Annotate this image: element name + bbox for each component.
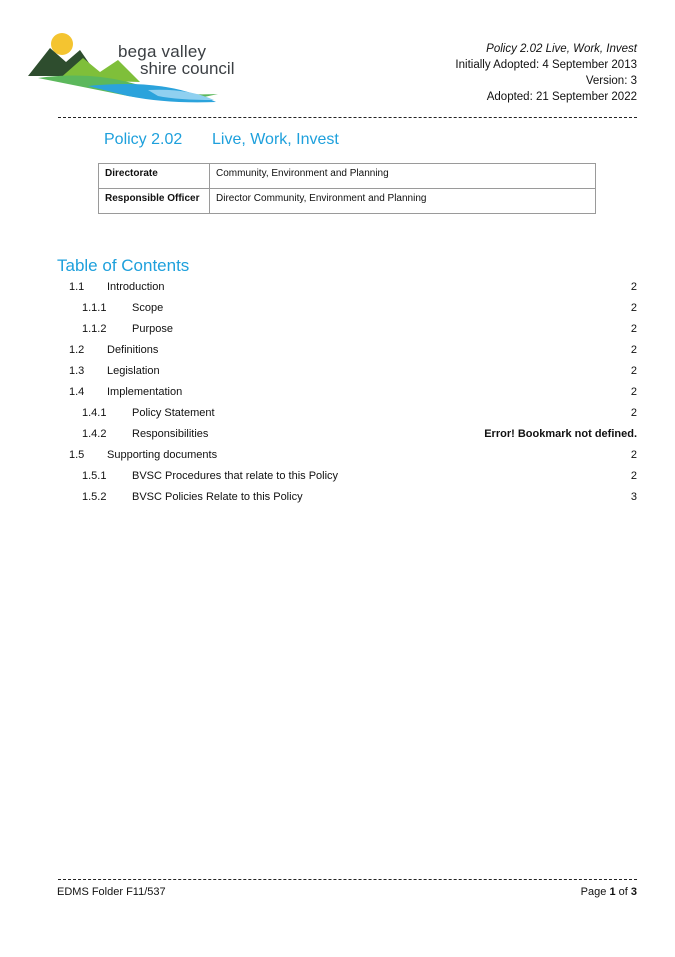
- toc-title: BVSC Procedures that relate to this Policy: [132, 470, 339, 482]
- toc-page: 2: [630, 344, 637, 356]
- policy-meta-table: [98, 163, 596, 214]
- toc-title: Implementation: [107, 386, 183, 398]
- policy-name: Live, Work, Invest: [212, 131, 339, 148]
- page-current: 1: [609, 886, 616, 898]
- edms-folder: EDMS Folder F11/537: [57, 886, 166, 898]
- bega-valley-logo: [28, 30, 248, 110]
- page-number: [581, 886, 637, 898]
- meta-value: Director Community, Environment and Planning: [210, 189, 596, 214]
- toc-page: 3: [630, 491, 637, 503]
- page-label: Page: [580, 886, 607, 898]
- page-of: of: [618, 886, 628, 898]
- toc-page: 2: [630, 281, 637, 293]
- toc-number: 1.5: [69, 449, 85, 461]
- toc-number: 1.5.1: [82, 470, 107, 482]
- toc-entry[interactable]: [69, 469, 637, 490]
- toc-number: 1.1: [69, 281, 85, 293]
- toc-entry[interactable]: [69, 406, 637, 427]
- toc-entry[interactable]: [69, 490, 637, 511]
- header-adopted: Adopted: 21 September 2022: [486, 91, 637, 103]
- toc-title: Introduction: [107, 281, 165, 293]
- meta-value: Community, Environment and Planning: [210, 164, 596, 189]
- toc-title: Responsibilities: [132, 428, 209, 440]
- header-policy-title: Policy 2.02 Live, Work, Invest: [486, 43, 637, 55]
- toc-title: Purpose: [132, 323, 173, 335]
- toc-page: 2: [630, 449, 637, 461]
- toc-number: 1.1.2: [82, 323, 107, 335]
- header-divider: [58, 117, 637, 118]
- toc-title: Scope: [132, 302, 164, 314]
- page-total: 3: [630, 886, 637, 898]
- toc-heading: Table of Contents: [57, 256, 190, 275]
- toc-entry[interactable]: [69, 385, 637, 406]
- toc-number: 1.4.2: [82, 428, 107, 440]
- meta-key: Directorate: [99, 164, 210, 189]
- toc-number: 1.4.1: [82, 407, 107, 419]
- toc-number: 1.5.2: [82, 491, 107, 503]
- footer-divider: [58, 879, 637, 880]
- toc-title: Legislation: [107, 365, 160, 377]
- header-version: Version: 3: [585, 75, 637, 87]
- toc-number: 1.1.1: [82, 302, 107, 314]
- toc-entry[interactable]: [69, 364, 637, 385]
- logo-line-2: shire council: [140, 59, 235, 78]
- toc-page: 2: [630, 407, 637, 419]
- toc-title: Supporting documents: [107, 449, 218, 461]
- toc-entry[interactable]: [69, 343, 637, 364]
- toc-page: 2: [630, 302, 637, 314]
- toc-title: Definitions: [107, 344, 159, 356]
- toc-page-error: Error! Bookmark not defined.: [484, 428, 637, 440]
- toc-entry[interactable]: [69, 322, 637, 343]
- toc-title: BVSC Policies Relate to this Policy: [132, 491, 303, 503]
- toc-entry[interactable]: [69, 448, 637, 469]
- table-of-contents: [69, 280, 637, 511]
- toc-number: 1.4: [69, 386, 85, 398]
- logo-line-1: bega valley: [118, 42, 207, 61]
- toc-page: 2: [630, 323, 637, 335]
- toc-title: Policy Statement: [132, 407, 215, 419]
- table-row: [99, 189, 596, 214]
- toc-page: 2: [630, 386, 637, 398]
- toc-number: 1.3: [69, 365, 85, 377]
- header-initially-adopted: Initially Adopted: 4 September 2013: [455, 59, 637, 71]
- toc-number: 1.2: [69, 344, 85, 356]
- policy-heading: [104, 131, 339, 149]
- toc-page: 2: [630, 470, 637, 482]
- meta-key: Responsible Officer: [99, 189, 210, 214]
- toc-entry[interactable]: [69, 427, 637, 448]
- policy-number: Policy 2.02: [104, 131, 183, 148]
- toc-entry[interactable]: [69, 301, 637, 322]
- toc-entry[interactable]: [69, 280, 637, 301]
- toc-page: 2: [630, 365, 637, 377]
- document-header: [455, 41, 637, 105]
- table-row: [99, 164, 596, 189]
